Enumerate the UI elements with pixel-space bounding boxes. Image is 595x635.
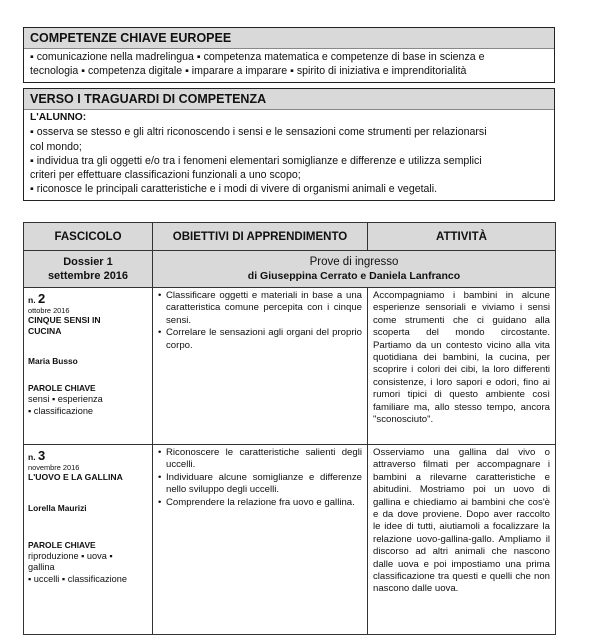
issue-value: 3 bbox=[38, 448, 46, 463]
dossier-number: Dossier 1 bbox=[63, 256, 113, 268]
traguardi-title: VERSO I TRAGUARDI DI COMPETENZA bbox=[24, 89, 554, 110]
keywords-label: PAROLE CHIAVE bbox=[28, 383, 96, 393]
issue-prefix: n. bbox=[28, 295, 36, 305]
curriculum-table bbox=[23, 222, 556, 635]
keywords: ▪ uccelli ▪ classificazione bbox=[28, 573, 127, 584]
competenze-body bbox=[24, 49, 554, 82]
competenze-line: ▪ comunicazione nella madrelingua ▪ competenza matematica e competenze di base in scienza e bbox=[30, 51, 485, 63]
header-attivita: ATTIVITÀ bbox=[368, 223, 556, 251]
issue-author: Lorella Maurizi bbox=[28, 502, 87, 513]
objectives-cell bbox=[153, 288, 368, 445]
fascicolo-cell bbox=[24, 288, 153, 445]
competenze-box bbox=[23, 27, 555, 83]
table-row bbox=[24, 288, 556, 445]
keywords: gallina bbox=[28, 562, 55, 572]
header-obiettivi: OBIETTIVI DI APPRENDIMENTO bbox=[153, 223, 368, 251]
issue-title: CINQUE SENSI IN bbox=[28, 315, 101, 325]
objectives-cell bbox=[153, 445, 368, 635]
table-header-row bbox=[24, 223, 556, 251]
header-fascicolo: FASCICOLO bbox=[24, 223, 153, 251]
issue-author: Maria Busso bbox=[28, 356, 78, 366]
traguardi-line: col mondo; bbox=[30, 140, 82, 153]
traguardi-lead: L'ALUNNO: bbox=[30, 112, 87, 123]
traguardi-line: ▪ individua tra gli oggetti e/o tra i fenomeni elementari somiglianze e differenze e utilizza semplici bbox=[30, 154, 482, 167]
issue-prefix: n. bbox=[28, 452, 36, 462]
objective-item: • Individuare alcune somiglianze e differenze nello sviluppo degli uccelli. bbox=[158, 472, 362, 497]
issue-number bbox=[28, 293, 148, 306]
dossier-date: settembre 2016 bbox=[47, 270, 129, 282]
dossier-row bbox=[24, 251, 556, 288]
traguardi-line: ▪ osserva se stesso e gli altri riconoscendo i sensi e le sensazioni come strumenti per relazionarsi bbox=[30, 126, 487, 139]
activity-cell: Osserviamo una gallina dal vivo o attraverso filmati per accompagnare i bambini a rilevarne caratteristiche e abitudini. Mostriamo poi un uovo di gallina e chiediamo ai bambini che cos'è e da dove proviene. Dopo aver raccolto le idee di tutti, aiutiamoli a focalizzare la relazione uovo-gallina-gallo. Ampliamo il discorso ad altri animali che nascono dalle uova e poi impostiamo una prima classificazione tra questi e quelli che non nascono dalle uova. bbox=[368, 445, 556, 635]
traguardi-body bbox=[24, 110, 554, 200]
issue-value: 2 bbox=[38, 291, 46, 306]
traguardi-line: criteri per effettuare classificazioni funzionali a uno scopo; bbox=[30, 169, 301, 182]
competenze-title: COMPETENZE CHIAVE EUROPEE bbox=[24, 28, 554, 49]
issue-title: CUCINA bbox=[28, 325, 62, 336]
keywords: riproduzione ▪ uova ▪ bbox=[28, 550, 113, 561]
objective-item: • Classificare oggetti e materiali in base a una caratteristica comune percepita con i cinque sensi. bbox=[158, 290, 362, 327]
traguardi-line: ▪ riconosce le principali caratteristiche e i modi di vivere di organismi animali e vegetali. bbox=[30, 183, 438, 196]
objective-item: • Riconoscere le caratteristiche salienti degli uccelli. bbox=[158, 447, 362, 472]
prove-subtitle: di Giuseppina Cerrato e Daniela Lanfranco bbox=[247, 270, 461, 282]
objective-item: • Correlare le sensazioni agli organi del proprio corpo. bbox=[158, 327, 362, 352]
objective-item: • Comprendere la relazione fra uovo e gallina. bbox=[158, 497, 362, 509]
issue-number bbox=[28, 450, 148, 463]
competenze-line: tecnologia ▪ competenza digitale ▪ imparare a imparare ▪ spirito di iniziativa e imprenditorialità bbox=[30, 65, 467, 78]
issue-date: novembre 2016 bbox=[28, 463, 80, 472]
keywords-label: PAROLE CHIAVE bbox=[28, 539, 96, 550]
issue-date: ottobre 2016 bbox=[28, 306, 70, 315]
traguardi-box bbox=[23, 88, 555, 201]
prove-title: Prove di ingresso bbox=[309, 256, 399, 268]
table-row bbox=[24, 445, 556, 635]
keywords: ▪ classificazione bbox=[28, 405, 94, 416]
activity-cell: Accompagniamo i bambini in alcune esperienze sensoriali e viviamo i sensi come strumenti che ci guidano alla scoperta del mondo circostante. Partiamo da un contesto vicino alla vita quotidiana dei bambini, la cucina, per scoprire i colori dei cibi, la loro differenti consistenze, i loro sapori e odori, fino ai rumori tipici di questo ambiente così familiare ma, allo stesso tempo, ancora "sconosciuto". bbox=[368, 288, 556, 445]
dossier-cell bbox=[24, 251, 153, 288]
issue-title: L'UOVO E LA GALLINA bbox=[28, 472, 123, 482]
prove-cell bbox=[153, 251, 556, 288]
fascicolo-cell bbox=[24, 445, 153, 635]
keywords: sensi ▪ esperienza bbox=[28, 394, 103, 404]
